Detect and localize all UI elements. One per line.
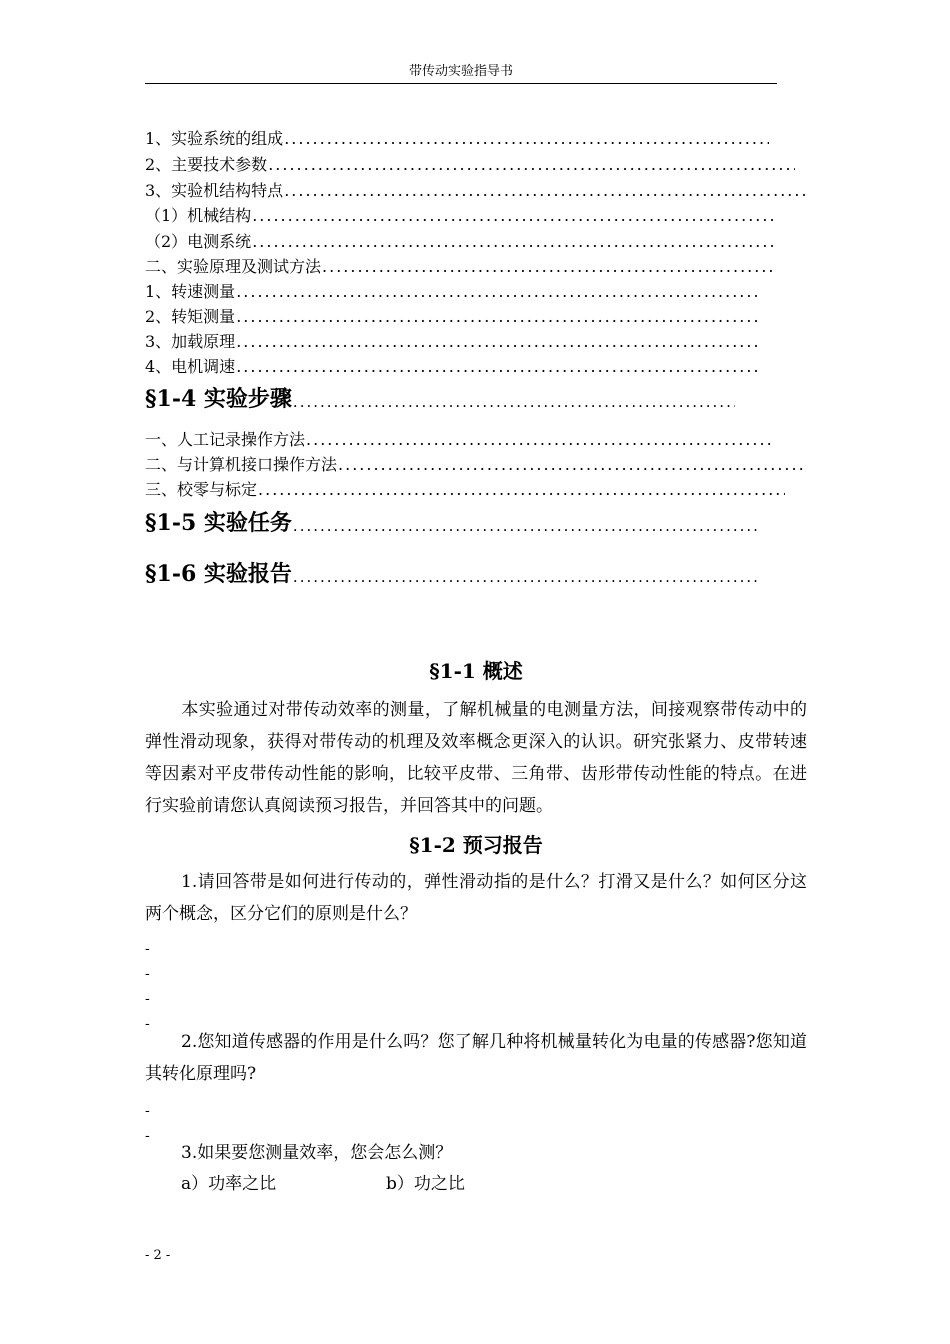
toc-entry <box>145 354 757 378</box>
toc-leader-dots <box>258 479 785 501</box>
header-divider <box>145 83 777 84</box>
toc-entry-label: 2、主要技术参数 <box>145 155 268 174</box>
question-3 <box>145 1137 807 1169</box>
question-1 <box>145 866 807 930</box>
toc-entry-label: （2）电测系统 <box>145 232 252 251</box>
toc-leader-dots <box>268 154 795 176</box>
toc-chapter-entry <box>145 383 735 413</box>
toc-entry-label: 三、校零与标定 <box>145 480 258 499</box>
toc-entry <box>145 203 775 227</box>
toc-entry-label: 1、实验系统的组成 <box>145 129 284 148</box>
question-2 <box>145 1026 807 1090</box>
toc-entry <box>145 126 769 150</box>
toc-leader-dots <box>236 331 757 353</box>
toc-entry <box>145 152 795 176</box>
page-header-title: 带传动实验指导书 <box>408 64 513 79</box>
toc-leader-dots <box>293 515 757 537</box>
toc-leader-dots <box>322 256 773 278</box>
toc-leader-dots <box>236 281 757 303</box>
answer-line: - <box>145 1016 150 1032</box>
answer-line: - <box>145 1128 150 1144</box>
question-1-text: 1.请回答带是如何进行传动的，弹性滑动指的是什么？打滑又是什么？如何区分这两个概念，区分它们的原则是什么？ <box>145 872 807 924</box>
question-3-text: 3.如果要您测量效率，您会怎么测？ <box>181 1143 453 1163</box>
toc-entry-label: 2、转矩测量 <box>145 307 236 326</box>
answer-line: - <box>145 1103 150 1119</box>
toc-entry <box>145 452 807 476</box>
toc-entry-label: 二、与计算机接口操作方法 <box>145 455 338 474</box>
answer-line: - <box>145 941 150 957</box>
toc-leader-dots <box>284 128 769 150</box>
toc-leader-dots <box>293 566 757 588</box>
question-2-text: 2.您知道传感器的作用是什么吗？您了解几种将机械量转化为电量的传感器?您知道其转化原理吗? <box>145 1032 807 1084</box>
toc-leader-dots <box>252 205 775 227</box>
toc-leader-dots <box>284 180 807 202</box>
answer-line: - <box>145 991 150 1007</box>
toc-entry-label: 3、加载原理 <box>145 332 236 351</box>
toc-leader-dots <box>236 306 757 328</box>
toc-entry <box>145 304 757 328</box>
toc-leader-dots <box>236 356 757 378</box>
toc-entry-label: （1）机械结构 <box>145 206 252 225</box>
toc-entry <box>145 178 807 202</box>
toc-chapter-entry <box>145 507 757 537</box>
toc-entry-label: §1-5 实验任务 <box>145 510 292 536</box>
toc-leader-dots <box>338 454 807 476</box>
toc-entry-label: 1、转速测量 <box>145 282 236 301</box>
answer-line: - <box>145 966 150 982</box>
toc-entry <box>145 254 773 278</box>
section-title-preview-report: §1-2 预习报告 <box>409 833 543 857</box>
toc-leader-dots <box>306 429 775 451</box>
question-3-option-b: b）功之比 <box>386 1174 465 1194</box>
toc-entry <box>145 427 775 451</box>
toc-leader-dots <box>293 391 735 413</box>
toc-entry-label: 一、人工记录操作方法 <box>145 430 306 449</box>
toc-entry-label: 3、实验机结构特点 <box>145 181 284 200</box>
toc-entry <box>145 229 775 253</box>
section-title-overview: §1-1 概述 <box>429 659 523 683</box>
toc-entry-label: 4、电机调速 <box>145 357 236 376</box>
page-number: - 2 - <box>145 1248 171 1263</box>
toc-entry <box>145 279 757 303</box>
overview-text: 本实验通过对带传动效率的测量，了解机械量的电测量方法，间接观察带传动中的弹性滑动现象，获得对带传动的机理及效率概念更深入的认识。研究张紧力、皮带转速等因素对平皮带传动性能的影响，比较平皮带、三角带、齿形带传动性能的特点。在进行实验前请您认真阅读预习报告，并回答其中的问题。 <box>145 700 807 816</box>
toc-entry-label: §1-4 实验步骤 <box>145 386 292 412</box>
toc-entry-label: 二、实验原理及测试方法 <box>145 257 322 276</box>
question-3-option-a: a）功率之比 <box>181 1174 277 1194</box>
toc-entry-label: §1-6 实验报告 <box>145 561 292 587</box>
toc-entry <box>145 329 757 353</box>
toc-entry <box>145 477 785 501</box>
toc-leader-dots <box>252 231 775 253</box>
overview-paragraph <box>145 694 807 822</box>
toc-chapter-entry <box>145 558 757 588</box>
